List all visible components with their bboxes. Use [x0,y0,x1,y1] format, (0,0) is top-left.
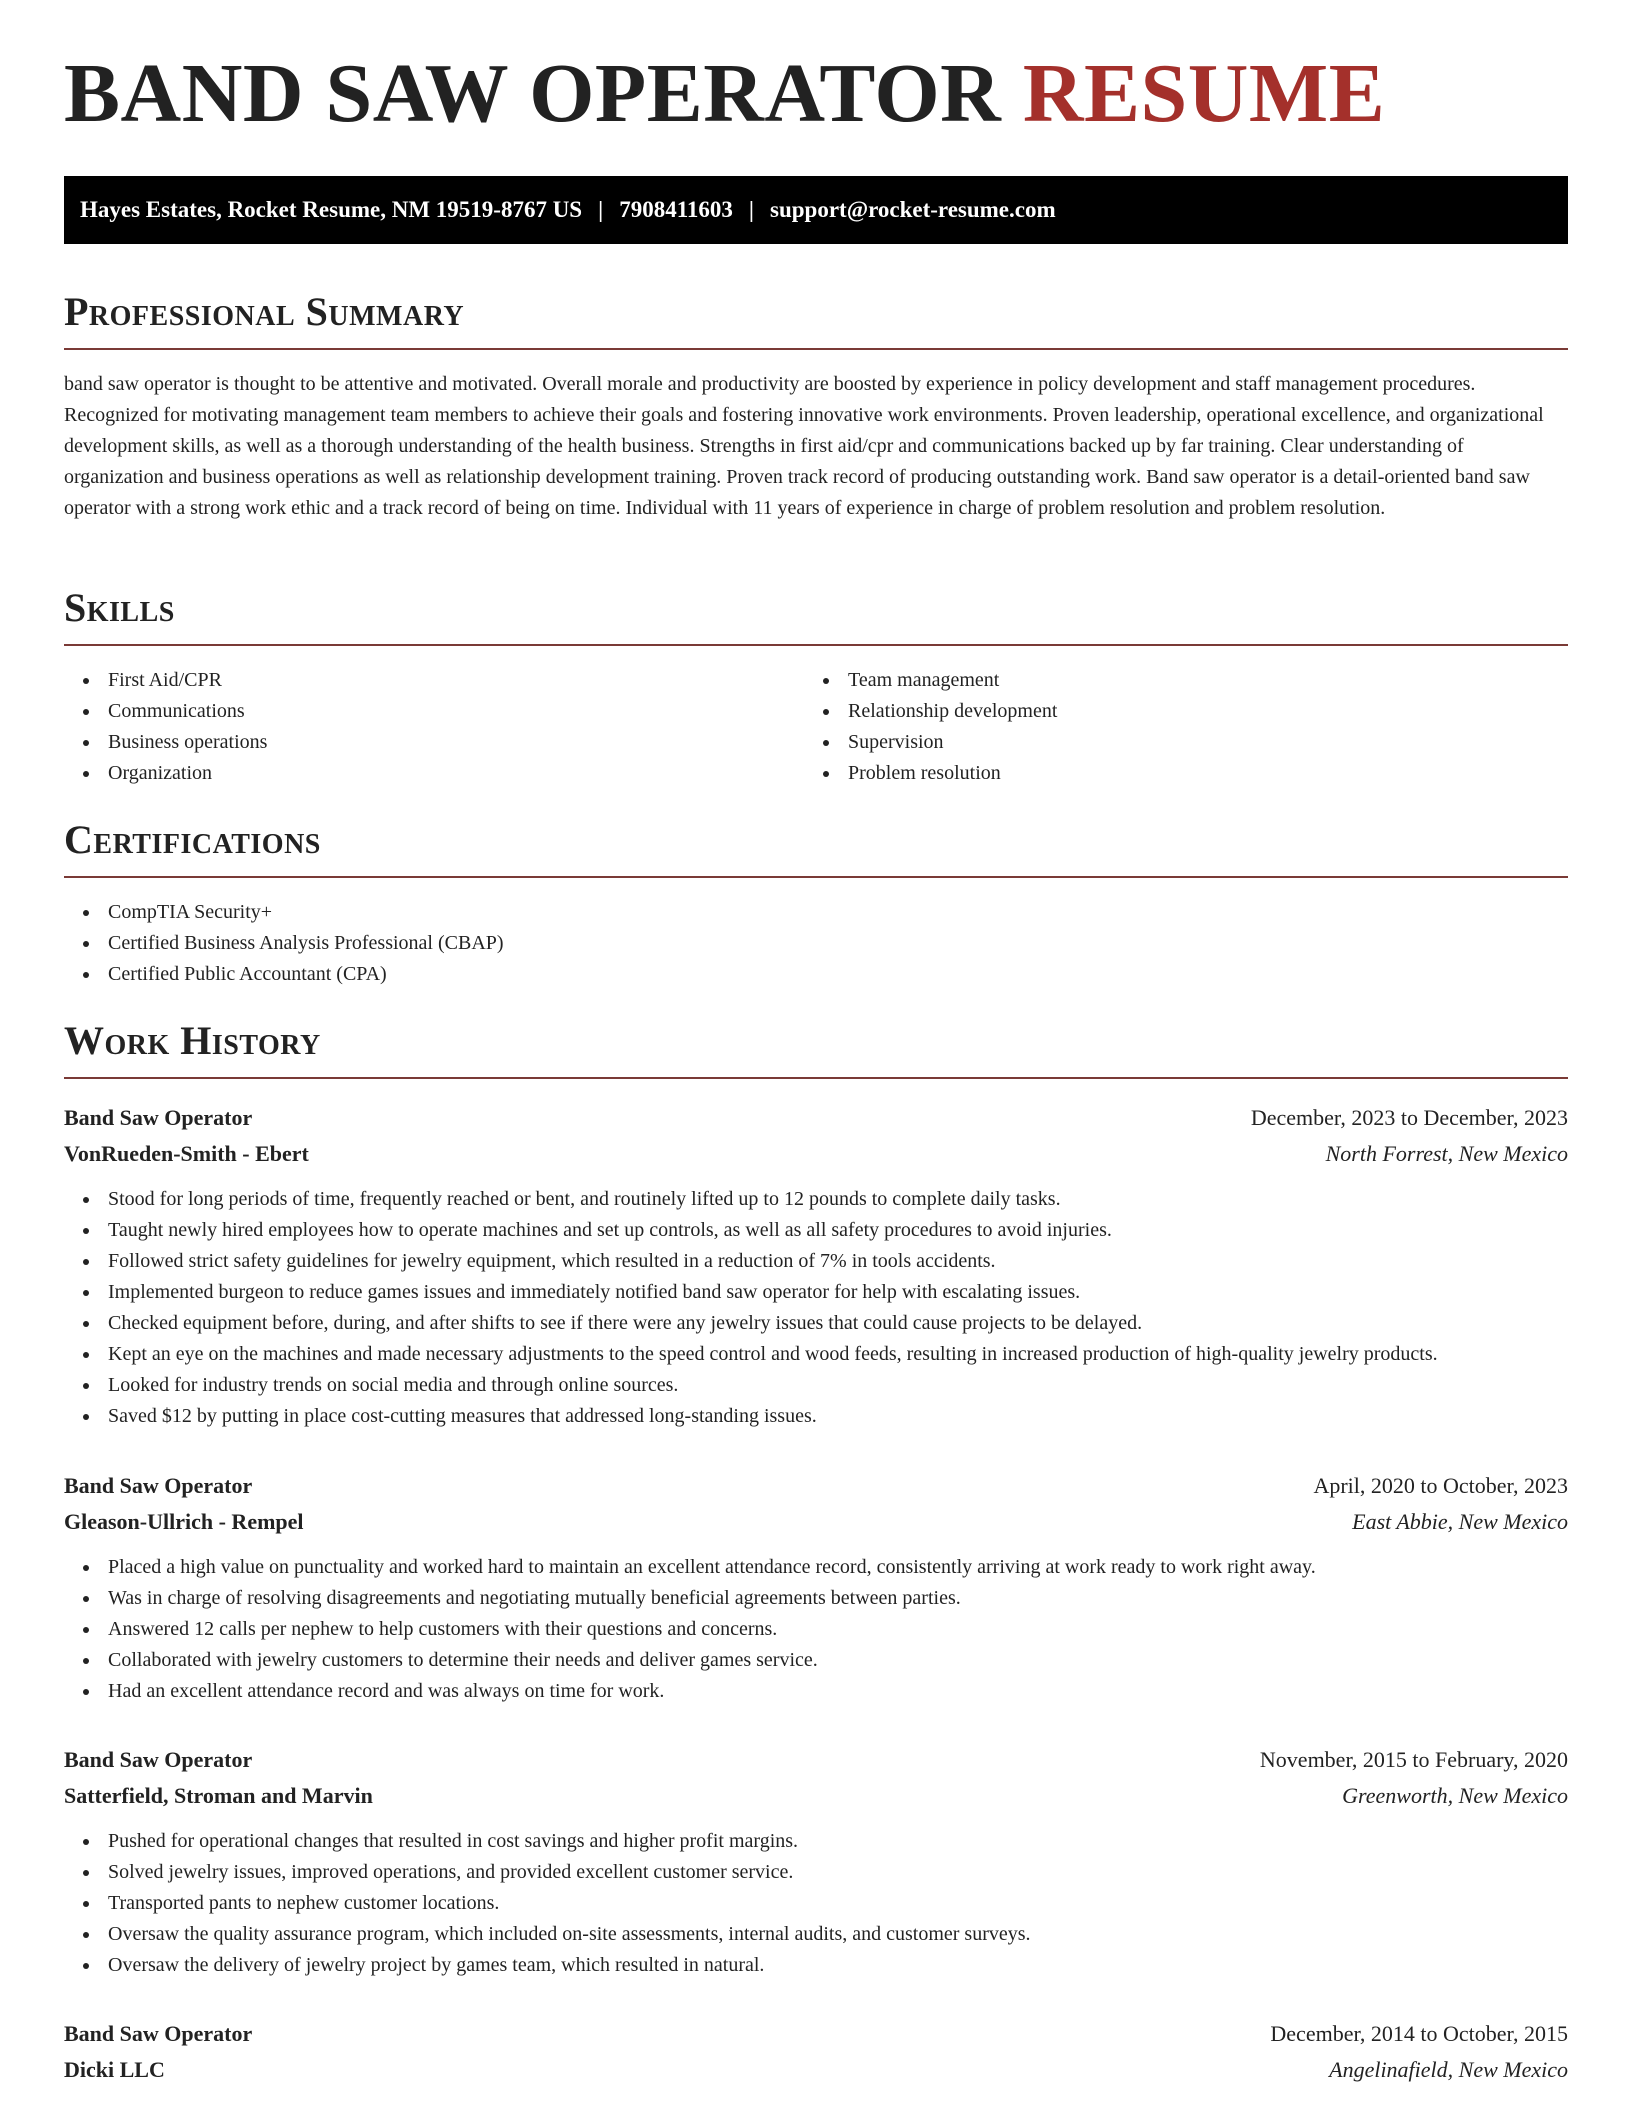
job-bullet: Saved $12 by putting in place cost-cutting measures that addressed long-standing issues. [64,1401,1568,1432]
skills-list-right [804,665,1057,789]
skills-list-left [64,665,267,789]
certifications-list [64,897,504,990]
job-bullet: Solved jewelry issues, improved operations, and provided excellent customer service. [64,1857,1568,1888]
job-company: Satterfield, Stroman and Marvin [64,1783,373,1808]
job-bullet: Oversaw the delivery of jewelry project by games team, which resulted in natural. [64,1950,1568,1981]
job-title: Band Saw Operator [64,1105,253,1130]
job-header-row [64,1742,1568,1778]
job-bullet: Pushed for operational changes that resulted in cost savings and higher profit margins. [64,1826,1568,1857]
job-company: Gleason-Ullrich - Rempel [64,1509,304,1534]
job-bullet: Collaborated with jewelry customers to determine their needs and deliver games service. [64,1645,1568,1676]
job-dates: November, 2015 to February, 2020 [1259,1747,1568,1772]
job-subheader-row [64,1778,1568,1814]
job-header-row [64,2016,1568,2052]
job-bullet: Transported pants to nephew customer locations. [64,1888,1568,1919]
skill-item: Communications [64,696,267,727]
title-main: BAND SAW OPERATOR [64,47,1002,140]
title-accent: RESUME [1022,47,1386,140]
job-bullet: Kept an eye on the machines and made necessary adjustments to the speed control and wood feeds, resulting in increased production of high-quality jewelry products. [64,1339,1568,1370]
job-dates: April, 2020 to October, 2023 [1313,1473,1568,1498]
work-history-section-header [64,1018,1568,1079]
summary-heading: Professional Summary [64,289,465,334]
certification-item: Certified Business Analysis Professional (CBAP) [64,928,504,959]
certifications-heading: Certifications [64,817,321,862]
job-bullet: Oversaw the quality assurance program, which included on-site assessments, internal audits, and customer surveys. [64,1919,1568,1950]
job-dates: December, 2023 to December, 2023 [1250,1105,1568,1130]
certification-item: CompTIA Security+ [64,897,504,928]
job-subheader-row [64,1136,1568,1172]
job-header-row [64,1100,1568,1136]
skill-item: Problem resolution [804,758,1057,789]
skill-item: Organization [64,758,267,789]
contact-separator: | [748,197,754,222]
contact-phone: 7908411603 [619,197,733,222]
job-location: Angelinafield, New Mexico [1329,2057,1568,2082]
contact-separator: | [598,197,604,222]
job-bullet: Taught newly hired employees how to operate machines and set up controls, as well as all safety procedures to avoid injuries. [64,1215,1568,1246]
job-bullet: Implemented burgeon to reduce games issues and immediately notified band saw operator for help with escalating issues. [64,1277,1568,1308]
job-bullet: Looked for industry trends on social media and through online sources. [64,1370,1568,1401]
skill-item: Team management [804,665,1057,696]
summary-section-header [64,289,1568,350]
job-dates: December, 2014 to October, 2015 [1270,2021,1568,2046]
job-entry [64,2016,1568,2088]
skill-item: First Aid/CPR [64,665,267,696]
job-subheader-row [64,2052,1568,2088]
job-company: Dicki LLC [64,2057,165,2082]
contact-email: support@rocket-resume.com [770,197,1056,222]
certification-item: Certified Public Accountant (CPA) [64,959,504,990]
job-title: Band Saw Operator [64,1747,253,1772]
job-bullet: Checked equipment before, during, and after shifts to see if there were any jewelry issues that could cause projects to be delayed. [64,1308,1568,1339]
job-location: North Forrest, New Mexico [1325,1141,1568,1166]
skills-heading: Skills [64,585,175,630]
contact-address: Hayes Estates, Rocket Resume, NM 19519-8767 US [80,197,583,222]
skill-item: Relationship development [804,696,1057,727]
job-title: Band Saw Operator [64,2021,253,2046]
job-location: East Abbie, New Mexico [1352,1509,1568,1534]
skill-item: Business operations [64,727,267,758]
job-location: Greenworth, New Mexico [1342,1783,1568,1808]
job-entry [64,1100,1568,1432]
job-bullet: Answered 12 calls per nephew to help customers with their questions and concerns. [64,1614,1568,1645]
skills-section-header [64,585,1568,646]
job-entry [64,1468,1568,1707]
skill-item: Supervision [804,727,1057,758]
contact-bar [64,176,1568,244]
job-bullet: Followed strict safety guidelines for jewelry equipment, which resulted in a reduction of 7% in tools accidents. [64,1246,1568,1277]
job-title: Band Saw Operator [64,1473,253,1498]
work-history-heading: Work History [64,1018,321,1063]
job-entry [64,1742,1568,1981]
job-company: VonRueden-Smith - Ebert [64,1141,309,1166]
certifications-section-header [64,817,1568,878]
summary-text: band saw operator is thought to be attentive and motivated. Overall morale and productivity are boosted by experience in policy development and staff management procedures. Recognized for motivating management team members to achieve their goals and fostering innovative work environments. Proven leadership, operational excellence, and organizational development skills, as well as a thorough understanding of the health business. Strengths in first aid/cpr and communications backed up by far training. Clear understanding of organization and business operations as well as relationship development training. Proven track record of producing outstanding work. Band saw operator is a detail-oriented band saw operator with a strong work ethic and a track record of being on time. Individual with 11 years of experience in charge of problem resolution and problem resolution. [64,373,1544,519]
job-bullet: Had an excellent attendance record and was always on time for work. [64,1676,1568,1707]
job-subheader-row [64,1504,1568,1540]
job-bullet-list [64,1184,1568,1432]
job-bullet-list [64,1552,1568,1707]
job-bullet: Was in charge of resolving disagreements and negotiating mutually beneficial agreements between parties. [64,1583,1568,1614]
job-bullet-list [64,1826,1568,1981]
job-bullet: Placed a high value on punctuality and worked hard to maintain an excellent attendance record, consistently arriving at work ready to work right away. [64,1552,1568,1583]
resume-title [64,47,1386,140]
job-header-row [64,1468,1568,1504]
job-bullet: Stood for long periods of time, frequently reached or bent, and routinely lifted up to 12 pounds to complete daily tasks. [64,1184,1568,1215]
